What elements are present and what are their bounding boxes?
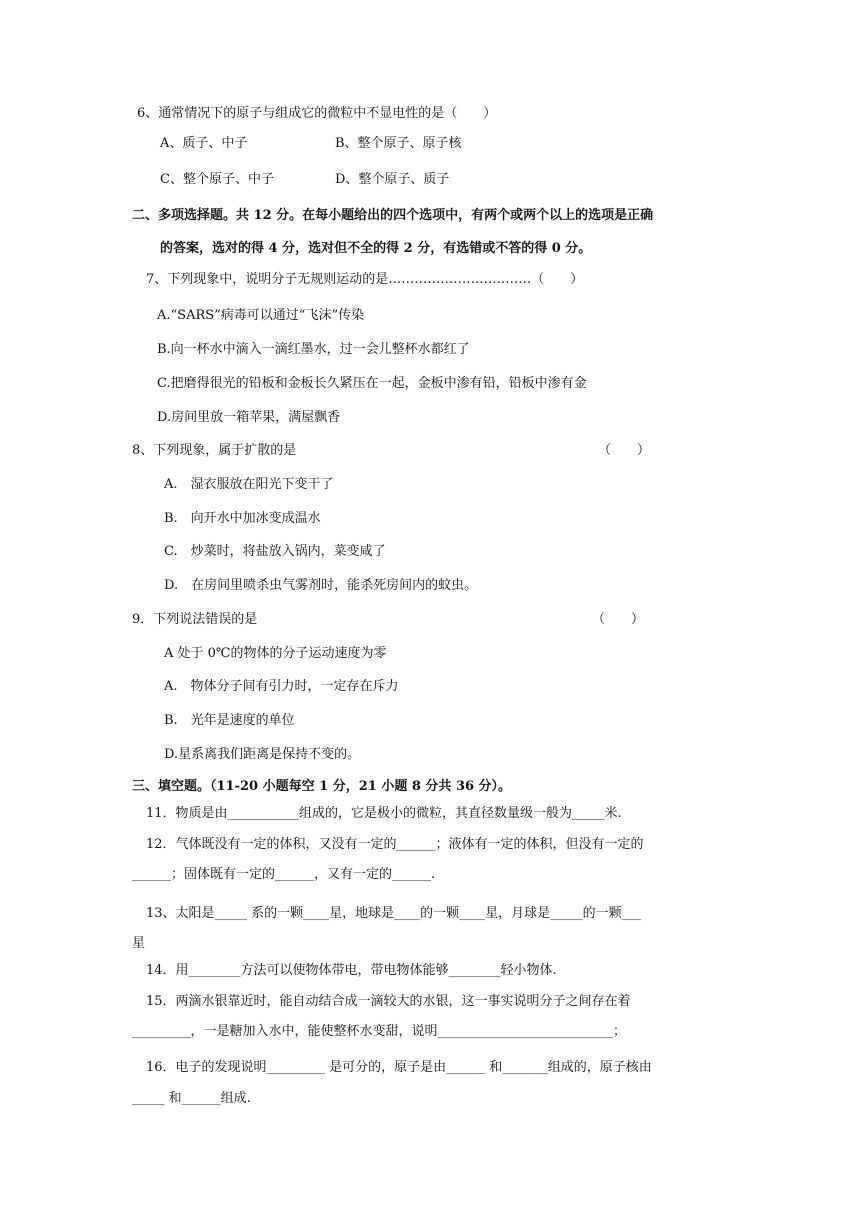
q8-option-d: D. 在房间里喷杀虫气雾剂时，能杀死房间内的蚊虫。 xyxy=(164,578,478,593)
q6-option-d: D、整个原子、质子 xyxy=(335,172,450,187)
q8-answer-paren: （ ） xyxy=(598,443,651,458)
q15-line2: _________，一是糖加入水中，能使整杯水变甜，说明___________________________； xyxy=(132,1024,627,1039)
q9-option-b: B. 光年是速度的单位 xyxy=(164,713,295,728)
q9-option-a: A. 物体分子间有引力时，一定存在斥力 xyxy=(164,679,399,694)
q9-option-d: D.星系离我们距离是保持不变的。 xyxy=(164,747,361,762)
q6-stem: 6、通常情况下的原子与组成它的微粒中不显电性的是（ ） xyxy=(137,106,497,121)
q6-option-b: B、整个原子、原子核 xyxy=(335,136,462,151)
section-3-heading: 三、填空题。（11-20 小题每空 1 分，21 小题 8 分共 36 分）。 xyxy=(132,779,512,794)
q6-option-a: A、质子、中子 xyxy=(160,136,248,151)
q11: 11．物质是由___________组成的，它是极小的微粒，其直径数量级一般为_____米. xyxy=(146,806,622,821)
q13-line1: 13、太阳是_____ 系的一颗____星，地球是____的一颗____星，月球是_____的一颗___ xyxy=(146,906,642,921)
q7-option-c: C.把磨得很光的铅板和金板长久紧压在一起，金板中渗有铅，铅板中渗有金 xyxy=(157,376,587,391)
q7-stem: 7、下列现象中，说明分子无规则运动的是……………………………（ ） xyxy=(146,272,584,287)
q16-line1: 16．电子的发现说明_________ 是可分的，原子是由______ 和_______组成的，原子核由 xyxy=(146,1060,652,1075)
q6-option-c: C、整个原子、中子 xyxy=(160,172,274,187)
q13-line2: 星 xyxy=(132,936,146,951)
q7-option-d: D.房间里放一箱苹果，满屋飘香 xyxy=(157,410,341,425)
q9-stem: 9．下列说法错误的是 xyxy=(132,612,258,627)
section-2-heading-line2: 的答案，选对的得 4 分，选对但不全的得 2 分，有选错或不答的得 0 分。 xyxy=(160,241,592,256)
q9-answer-paren: （ ） xyxy=(592,612,645,627)
section-2-heading-line1: 二、多项选择题。共 12 分。在每小题给出的四个选项中，有两个或两个以上的选项是正确 xyxy=(132,208,654,223)
q7-option-a: A.“SARS”病毒可以通过“飞沫”传染 xyxy=(157,308,365,323)
q7-option-b: B.向一杯水中滴入一滴红墨水，过一会儿整杯水都红了 xyxy=(157,342,470,357)
q12-line2: ______；固体既有一定的______，又有一定的______. xyxy=(132,867,436,882)
q8-option-a: A. 湿衣服放在阳光下变干了 xyxy=(164,477,334,492)
q15-line1: 15．两滴水银靠近时，能自动结合成一滴较大的水银，这一事实说明分子之间存在着 xyxy=(146,994,631,1009)
q16-line2: _____ 和______组成. xyxy=(132,1091,251,1106)
q9-option-a0: A 处于 0℃的物体的分子运动速度为零 xyxy=(164,646,387,661)
q8-option-b: B. 向开水中加冰变成温水 xyxy=(164,511,321,526)
q8-option-c: C. 炒菜时，将盐放入锅内，菜变咸了 xyxy=(164,544,386,559)
q8-stem: 8、下列现象，属于扩散的是 xyxy=(132,443,297,458)
q14: 14．用________方法可以使物体带电，带电物体能够________轻小物体. xyxy=(146,963,557,978)
q12-line1: 12．气体既没有一定的体积，又没有一定的______；液体有一定的体积，但没有一定的 xyxy=(146,837,644,852)
